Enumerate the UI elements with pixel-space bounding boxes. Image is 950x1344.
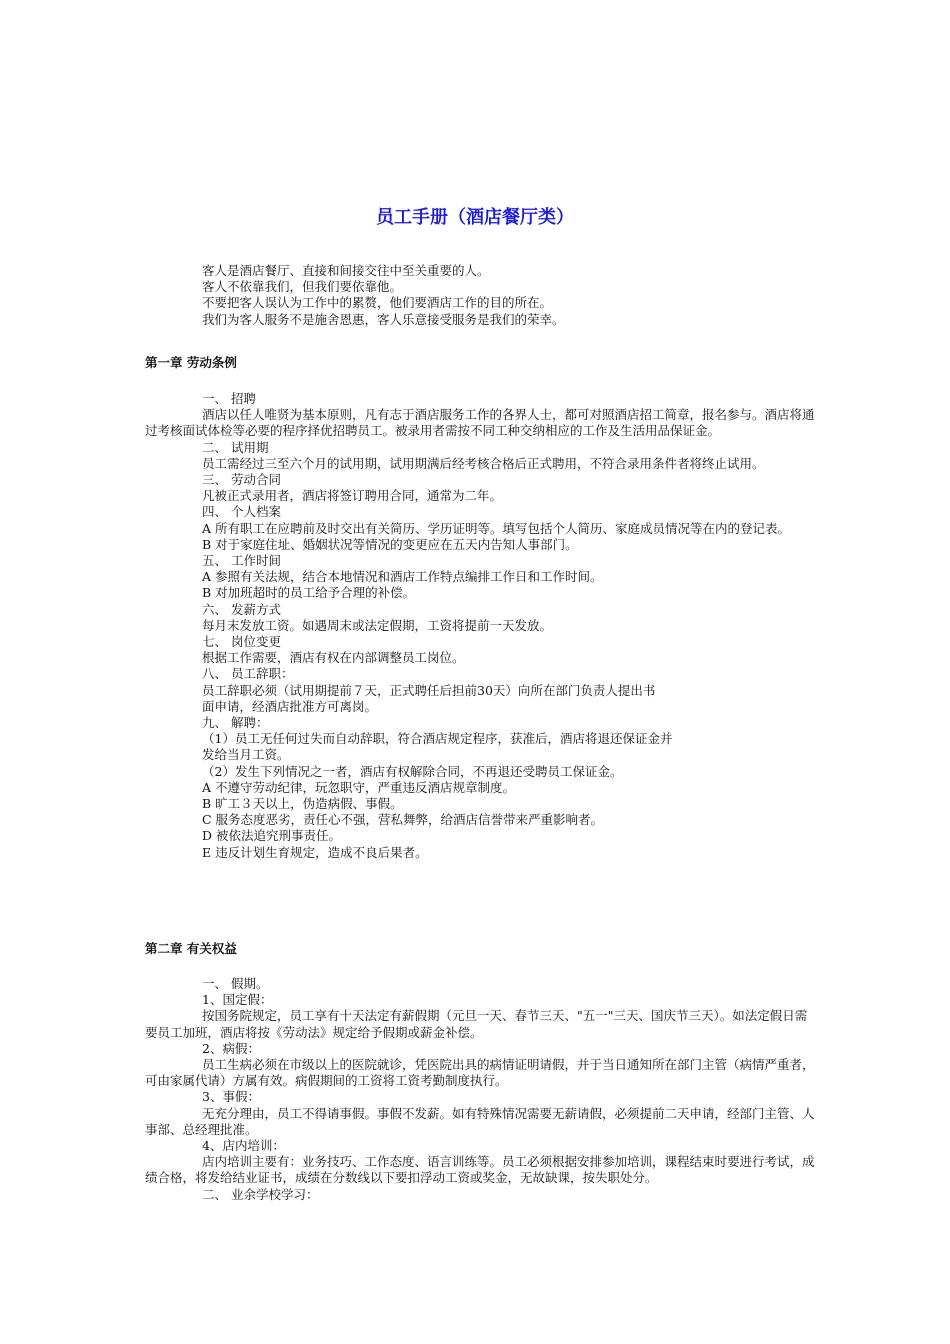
paragraph-line: 一、 假期。 xyxy=(202,976,269,991)
chapter-2-heading: 第二章 有关权益 xyxy=(145,941,237,956)
intro-line: 客人是酒店餐厅、直接和间接交往中至关重要的人。 xyxy=(202,263,490,278)
intro-section xyxy=(145,263,815,328)
chapter-1-heading: 第一章 劳动条例 xyxy=(145,355,237,370)
paragraph-line: 根据工作需要，酒店有权在内部调整员工岗位。 xyxy=(202,650,465,666)
paragraph-line: A 不遵守劳动纪律，玩忽职守，严重违反酒店规章制度。 xyxy=(202,779,516,795)
paragraph-line: 2、病假： xyxy=(202,1040,260,1056)
chapter-2-body xyxy=(145,976,815,1203)
intro-line: 客人不依靠我们，但我们要依靠他。 xyxy=(202,279,403,295)
paragraph-line: B 对于家庭住址、婚姻状况等情况的变更应在五天内告知人事部门。 xyxy=(202,536,578,552)
paragraph-line: 三、 劳动合同 xyxy=(202,472,281,488)
paragraph-line: （2）发生下列情况之一者，酒店有权解除合同，不再退还受聘员工保证金。 xyxy=(202,763,623,779)
paragraph-line: 3、事假： xyxy=(202,1089,260,1105)
paragraph-line: 八、 员工辞职： xyxy=(202,666,294,682)
paragraph-line: 店内培训主要有：业务技巧、工作态度、语言训练等。员工必须根据安排参加培训，课程结束时要进行考试，成绩合格，将发给结业证书，成绩在分数线以下要扣浮动工资或奖金，无故缺课，按失职处分。 xyxy=(145,1154,815,1186)
document-title: 员工手册（酒店餐厅类） xyxy=(376,207,574,228)
paragraph-line: E 违反计划生育规定，造成不良后果者。 xyxy=(202,844,428,860)
paragraph-line: 凡被正式录用者，酒店将签订聘用合同，通常为二年。 xyxy=(202,488,503,504)
paragraph-line: 酒店以任人唯贤为基本原则，凡有志于酒店服务工作的各界人士，都可对照酒店招工简章，报名参与。酒店将通过考核面试体检等必要的程序择优招聘员工。被录用者需按不同工种交纳相应的工作及生活用品保证金。 xyxy=(145,407,815,439)
paragraph-line: 面申请，经酒店批准方可离岗。 xyxy=(202,698,378,714)
paragraph-line: 1、国定假： xyxy=(202,992,273,1008)
paragraph-line: 四、 个人档案 xyxy=(202,504,281,520)
paragraph-line: 按国务院规定，员工享有十天法定有薪假期（元旦一天、春节三天、"五一"三天、国庆节三天）。如法定假日需要员工加班，酒店将按《劳动法》规定给予假期或薪金补偿。 xyxy=(145,1008,808,1040)
paragraph-line: B 旷工３天以上，伪造病假、事假。 xyxy=(202,796,403,812)
paragraph-line: 六、 发薪方式 xyxy=(202,601,281,617)
paragraph-line: C 服务态度恶劣，责任心不强，营私舞弊，给酒店信誉带来严重影响者。 xyxy=(202,812,604,828)
paragraph-line: 每月末发放工资。如遇周末或法定假期，工资将提前一天发放。 xyxy=(202,617,553,633)
paragraph-line: 七、 岗位变更 xyxy=(202,634,281,650)
paragraph-line: B 对加班超时的员工给予合理的补偿。 xyxy=(202,585,416,601)
paragraph-line: 二、 试用期 xyxy=(202,439,269,455)
paragraph-line: 员工生病必须在市级以上的医院就诊，凭医院出具的病情证明请假，并于当日通知所在部门主管（病情严重者，可由家属代请）方属有效。病假期间的工资将工资考勤制度执行。 xyxy=(145,1057,815,1089)
paragraph-line: 4、店内培训： xyxy=(202,1138,285,1154)
paragraph-line: 五、 工作时间 xyxy=(202,553,281,569)
paragraph-line: 二、 业余学校学习： xyxy=(202,1186,319,1202)
paragraph-line: 员工辞职必须（试用期提前７天，正式聘任后担前30天）向所在部门负责人提出书 xyxy=(202,682,656,698)
paragraph-line: （1）员工无任何过失而自动辞职，符合酒店规定程序，获准后，酒店将退还保证金并 xyxy=(202,731,673,747)
paragraph-line: 无充分理由，员工不得请事假。事假不发薪。如有特殊情况需要无薪请假，必须提前二天申请，经部门主管、人事部、总经理批准。 xyxy=(145,1105,815,1137)
paragraph-line: 发给当月工资。 xyxy=(202,747,290,763)
paragraph-line: D 被依法追究刑事责任。 xyxy=(202,828,341,844)
paragraph-line: 一、 招聘 xyxy=(202,391,256,406)
chapter-1-body xyxy=(145,391,815,861)
intro-line: 不要把客人误认为工作中的累赘，他们要酒店工作的目的所在。 xyxy=(202,295,553,311)
paragraph-line: 九、 解聘： xyxy=(202,715,269,731)
paragraph-line: A 参照有关法规，结合本地情况和酒店工作特点编排工作日和工作时间。 xyxy=(202,569,603,585)
paragraph-line: A 所有职工在应聘前及时交出有关简历、学历证明等。填写包括个人简历、家庭成员情况等在内的登记表。 xyxy=(202,520,791,536)
paragraph-line: 员工需经过三至六个月的试用期，试用期满后经考核合格后正式聘用，不符合录用条件者将终止试用。 xyxy=(202,455,765,471)
intro-line: 我们为客人服务不是施舍恩惠，客人乐意接受服务是我们的荣幸。 xyxy=(202,311,565,327)
